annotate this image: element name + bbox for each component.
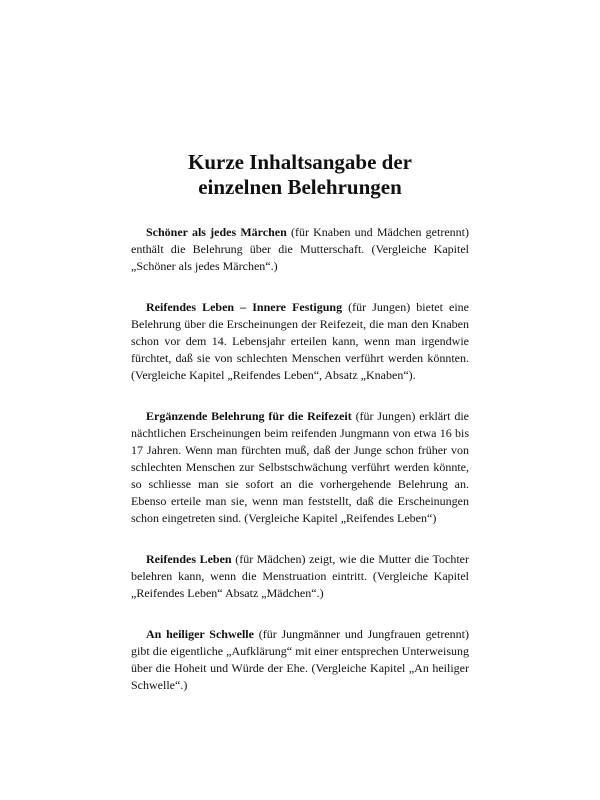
paragraph-heading: Ergänzende Belehrung für die Reifezeit	[146, 409, 352, 423]
summary-paragraph	[131, 551, 469, 602]
paragraph-heading: An heiliger Schwelle	[146, 627, 254, 641]
summary-paragraph	[131, 224, 469, 275]
paragraph-text: (für Jungen) erklärt die nächtlichen Erscheinungen beim reifenden Jungmann von etwa 16 bis 17 Jahren. Wenn man fürchten muß, daß der Junge schon früher von schlechten Menschen zur Selbstschwächung verführt werden könnte, so schliesse man sie sofort an die vorhergehende Belehrung an. Ebenso erteile man sie, wenn man feststellt, daß die Erscheinungen schon eingetreten sind. (Vergleiche Kapitel „Reifendes Leben“)	[131, 409, 469, 525]
paragraph-text: (für Jungmänner und Jungfrauen getrennt) gibt die eigentliche „Aufklärung“ mit einer entsprechen Unterweisung über die Hoheit und Würde der Ehe. (Vergleiche Kapitel „An heiliger Schwelle“.)	[131, 627, 469, 692]
page-title	[0, 150, 600, 200]
summary-paragraph	[131, 626, 469, 694]
summary-list	[131, 224, 469, 718]
paragraph-text: (für Knaben und Mädchen getrennt) enthält die Belehrung über die Mutterschaft. (Vergleiche Kapitel „Schöner als jedes Märchen“.)	[131, 225, 469, 273]
paragraph-heading: Schöner als jedes Märchen	[146, 225, 287, 239]
summary-paragraph	[131, 408, 469, 527]
title-line-2: einzelnen Belehrungen	[198, 175, 402, 199]
paragraph-heading: Reifendes Leben	[146, 552, 232, 566]
title-line-1: Kurze Inhaltsangabe der	[187, 150, 412, 174]
paragraph-heading: Reifendes Leben – Innere Festigung	[146, 300, 343, 314]
paragraph-text: (für Jungen) bietet eine Belehrung über die Erscheinungen der Reifezeit, die man den Knaben schon vor dem 14. Lebensjahr erteilen kann, wenn man irgendwie fürchtet, daß sie von schlechten Menschen verführt werden könnten. (Vergleiche Kapitel „Reifendes Leben“, Absatz „Knaben“).	[131, 300, 469, 382]
paragraph-text: (für Mädchen) zeigt, wie die Mutter die Tochter belehren kann, wenn die Menstruation eintritt. (Vergleiche Kapitel „Reifendes Leben“ Absatz „Mädchen“.)	[131, 552, 469, 600]
summary-paragraph	[131, 299, 469, 384]
